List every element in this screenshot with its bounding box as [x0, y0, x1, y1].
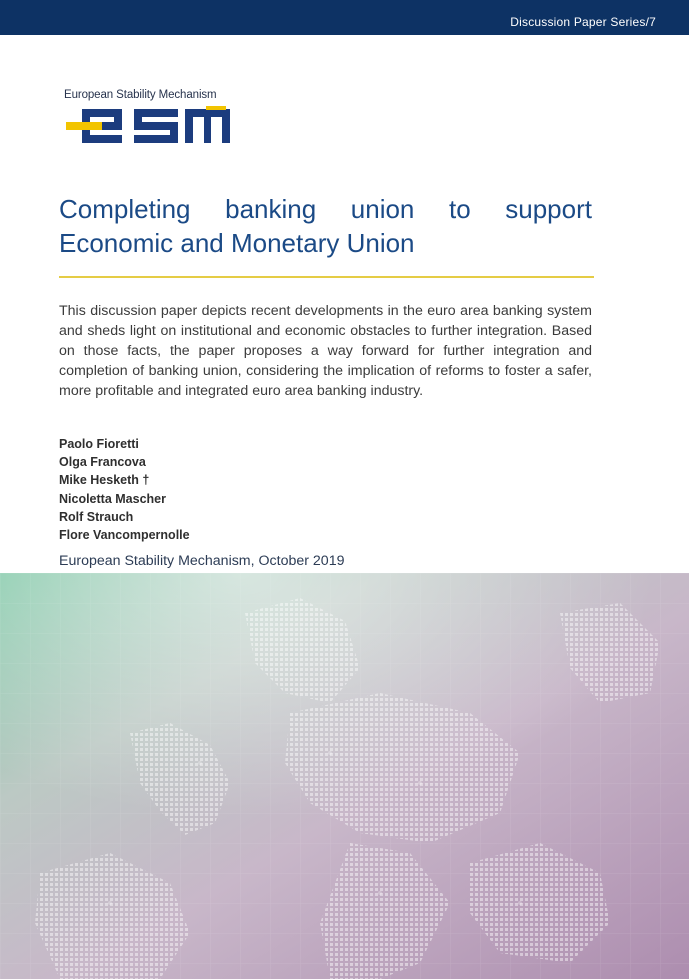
author-name: Olga Francova [59, 455, 146, 470]
organisation-caption: European Stability Mechanism [64, 89, 217, 101]
paper-title: Completing banking union to support Economic and Monetary Union [59, 194, 592, 258]
esm-logo [64, 106, 234, 146]
author-name: Nicoletta Mascher [59, 491, 166, 506]
title-divider [59, 276, 594, 278]
author-name: Rolf Strauch [59, 509, 134, 524]
publisher-date: European Stability Mechanism, October 2019 [59, 553, 345, 569]
europe-map-cover-image [0, 573, 689, 979]
top-banner [0, 0, 689, 35]
author-name: Mike Hesketh † [59, 473, 150, 488]
series-label: Discussion Paper Series/7 [510, 15, 656, 29]
author-name: Paolo Fioretti [59, 437, 139, 451]
author-list [59, 435, 190, 544]
author-name: Flore Vancompernolle [59, 527, 190, 542]
abstract: This discussion paper depicts recent developments in the euro area banking system and sheds light on institutional and economic obstacles to further integration. Based on those facts, the paper proposes a way forward for further integration and completion of banking union, considering the implication of reforms to foster a safer, more profitable and integrated euro area banking industry. [59, 303, 592, 399]
